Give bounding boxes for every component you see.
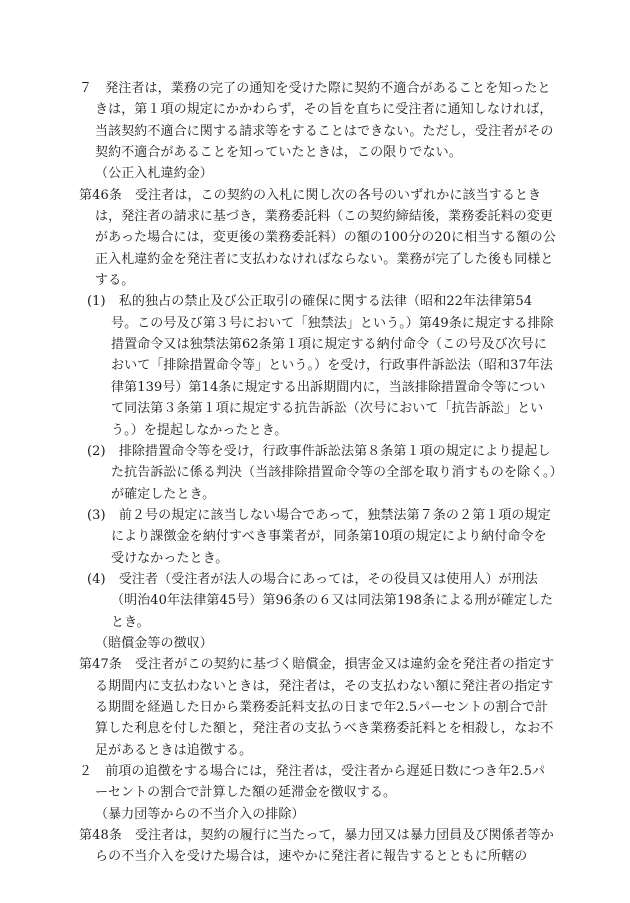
heading-collection: （賠償金等の徴収）: [95, 635, 213, 651]
article-48: 第48条 受注者は，契約の履行に当たって，暴力団又は暴力団員及び関係者等からの不当介入を受けた場合は，速やかに発注者に報告するとともに所轄の: [79, 828, 554, 865]
article-46-item-1: (1) 私的独占の禁止及び公正取引の確保に関する法律（昭和22年法律第54号。この号及び第３号において「独禁法」という。）第49条に規定する排除措置命令又は独禁法第62条第１項に規定する納付命令（この号及び次号において「排除措置命令等」という。）を受け，行政事件訴訟法（昭和37年法律第139号）第14条に規定する出訴期間内に，当該排除措置命令等について同法第３条第１項に規定する抗告訴訟（次号において「抗告訴訟」という。）を提起しなかったとき。: [87, 294, 554, 438]
article-46-item-2: (2) 排除措置命令等を受け，行政事件訴訟法第８条第１項の規定により提起した抗告訴訟に係る判決（当該排除措置命令等の全部を取り消すものを除く。）が確定したとき。: [87, 443, 557, 502]
article-46: 第46条 受注者は，この契約の入札に関し次の各号のいずれかに該当するときは，発注者の請求に基づき，業務委託料（この契約締結後，業務委託料の変更があった場合には，変更後の業務委託料）の額の100分の20に相当する額の公正入札違約金を発注者に支払わなければならない。業務が完了した後も同様とする。: [79, 187, 556, 289]
paragraph-7: ７ 発注者は，業務の完了の通知を受けた際に契約不適合があることを知ったときは，第１項の規定にかかわらず，その旨を直ちに受注者に通知しなければ，当該契約不適合に関する請求等をすることはできない。ただし，受注者がその契約不適合があることを知っていたときは，この限りでない。: [79, 81, 554, 161]
article-47: 第47条 受注者がこの契約に基づく賠償金，損害金又は違約金を発注者の指定する期間内に支払わないときは，発注者は，その支払わない額に発注者の指定する期間を経過した日から業務委託料支払の日まで年2.5パーセントの割合で計算した利息を付した額と，発注者の支払うべき業務委託料とを相殺し，なお不足があるときは追徴する。: [79, 657, 555, 758]
document-page: [79, 78, 557, 868]
article-47-paragraph-2: ２ 前項の追徴をする場合には，発注者は，受注者から遅延日数につき年2.5パーセントの割合で計算した額の延滞金を徴収する。: [79, 764, 546, 801]
article-46-item-3: (3) 前２号の規定に該当しない場合であって，独禁法第７条の２第１項の規定により課徴金を納付すべき事業者が，同条第10項の規定により納付命令を受けなかったとき。: [87, 507, 551, 566]
heading-anti-gang-interference: （暴力団等からの不当介入の排除）: [95, 806, 305, 822]
article-46-item-4: (4) 受注者（受注者が法人の場合にあっては，その役員又は使用人）が刑法（明治40年法律第45号）第96条の６又は同法第198条による刑が確定したとき。: [87, 571, 554, 630]
heading-public-bid-penalty: （公正入札違約金）: [95, 166, 213, 182]
